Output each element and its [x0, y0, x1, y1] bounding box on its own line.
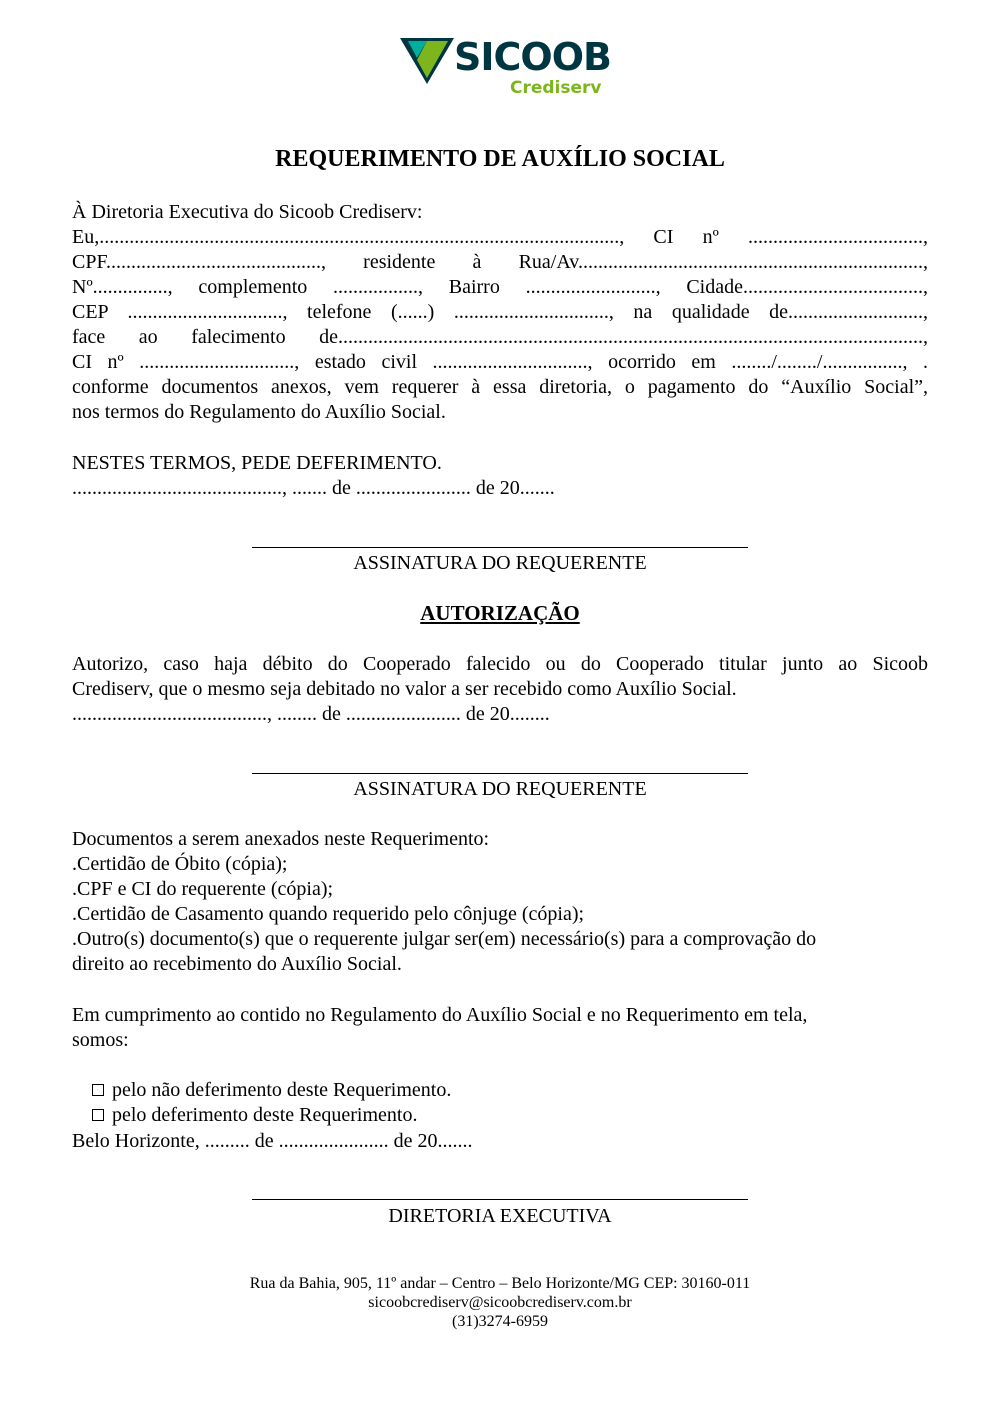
signature-label-3: DIRETORIA EXECUTIVA: [388, 1205, 612, 1227]
decision-text-1: Em cumprimento ao contido no Regulamento do Auxílio Social e no Requerimento em tela,: [72, 1004, 808, 1026]
footer-address: Rua da Bahia, 905, 11º andar – Centro – Belo Horizonte/MG CEP: 30160-011: [249, 1275, 751, 1292]
decision-date-line: Belo Horizonte, ......... de ...................... de 20.......: [72, 1130, 473, 1152]
logo-subtitle: Crediserv: [510, 78, 602, 98]
request-section: [72, 200, 928, 425]
authorization-text-1: Autorizo, caso haja débito do Cooperado falecido ou do Cooperado titular junto ao Sicoob: [72, 653, 928, 675]
footer: [0, 1274, 1000, 1331]
request-line-number: Nº..............., complemento ................., Bairro .........................., Cidade....................................,: [72, 276, 928, 298]
logo-wordmark: SICOOB: [454, 35, 611, 79]
footer-email: sicoobcrediserv@sicoobcrediserv.com.br: [368, 1294, 632, 1311]
closing-text: NESTES TERMOS, PEDE DEFERIMENTO.: [72, 452, 442, 474]
decision-section: [72, 1003, 928, 1126]
document-item: .Certidão de Casamento quando requerido pelo cônjuge (cópia);: [72, 903, 585, 925]
decision-option-not-granted[interactable]: [72, 1053, 928, 1101]
footer-phone: (31)3274-6959: [452, 1313, 548, 1330]
request-line-ci: CI nº ..............................., estado civil ..............................., ocorrido em ......../......../................, .: [72, 351, 928, 373]
request-line-cpf: CPF..........................................., residente à Rua/Av.....................................................................,: [72, 251, 928, 273]
request-line-documents: conforme documentos anexos, vem requerer à essa diretoria, o pagamento do “Auxílio Social”,: [72, 376, 928, 398]
sicoob-logo: [400, 36, 610, 102]
documents-heading: Documentos a serem anexados neste Requerimento:: [72, 828, 490, 850]
option-label-not-granted: pelo não deferimento deste Requerimento.: [112, 1079, 452, 1101]
option-label-granted: pelo deferimento deste Requerimento.: [112, 1104, 418, 1126]
authorization-section: [72, 652, 928, 727]
document-item: .Outro(s) documento(s) que o requerente julgar ser(em) necessário(s) para a comprovação do: [72, 928, 817, 950]
document-item: .CPF e CI do requerente (cópia);: [72, 878, 334, 900]
request-line-cep: CEP ..............................., telefone (......) ..............................., na qualidade de...........................,: [72, 301, 928, 323]
request-date-line: .........................................., ....... de ....................... de 20.......: [72, 477, 555, 499]
document-item: .Certidão de Óbito (cópia);: [72, 853, 288, 875]
decision-text-2: somos:: [72, 1029, 129, 1051]
signature-line-3: [252, 1199, 748, 1200]
authorization-heading: AUTORIZAÇÃO: [420, 601, 580, 625]
signature-line-1: [252, 547, 748, 548]
request-line-name: Eu,........................................................................................................, CI nº ...................................,: [72, 226, 928, 248]
authorization-text-2: Crediserv, que o mesmo seja debitado no valor a ser recebido como Auxílio Social.: [72, 678, 737, 700]
signature-label-2: ASSINATURA DO REQUERENTE: [353, 778, 647, 800]
sicoob-v-icon: [400, 38, 454, 86]
request-line-deceased: face ao falecimento de.....................................................................................................................,: [72, 326, 928, 348]
documents-section: [72, 827, 928, 977]
document-item: direito ao recebimento do Auxílio Social.: [72, 953, 402, 975]
signature-line-2: [252, 773, 748, 774]
closing-section: [72, 451, 928, 501]
addressee: À Diretoria Executiva do Sicoob Crediserv:: [72, 201, 423, 223]
authorization-date-line: ......................................., ........ de ....................... de 20........: [72, 703, 550, 725]
signature-label-1: ASSINATURA DO REQUERENTE: [353, 552, 647, 574]
document-title: REQUERIMENTO DE AUXÍLIO SOCIAL: [275, 146, 725, 172]
decision-date-section: [72, 1129, 928, 1154]
checkbox-not-granted[interactable]: [92, 1084, 104, 1096]
checkbox-granted[interactable]: [92, 1109, 104, 1121]
request-line-terms: nos termos do Regulamento do Auxílio Social.: [72, 401, 446, 423]
